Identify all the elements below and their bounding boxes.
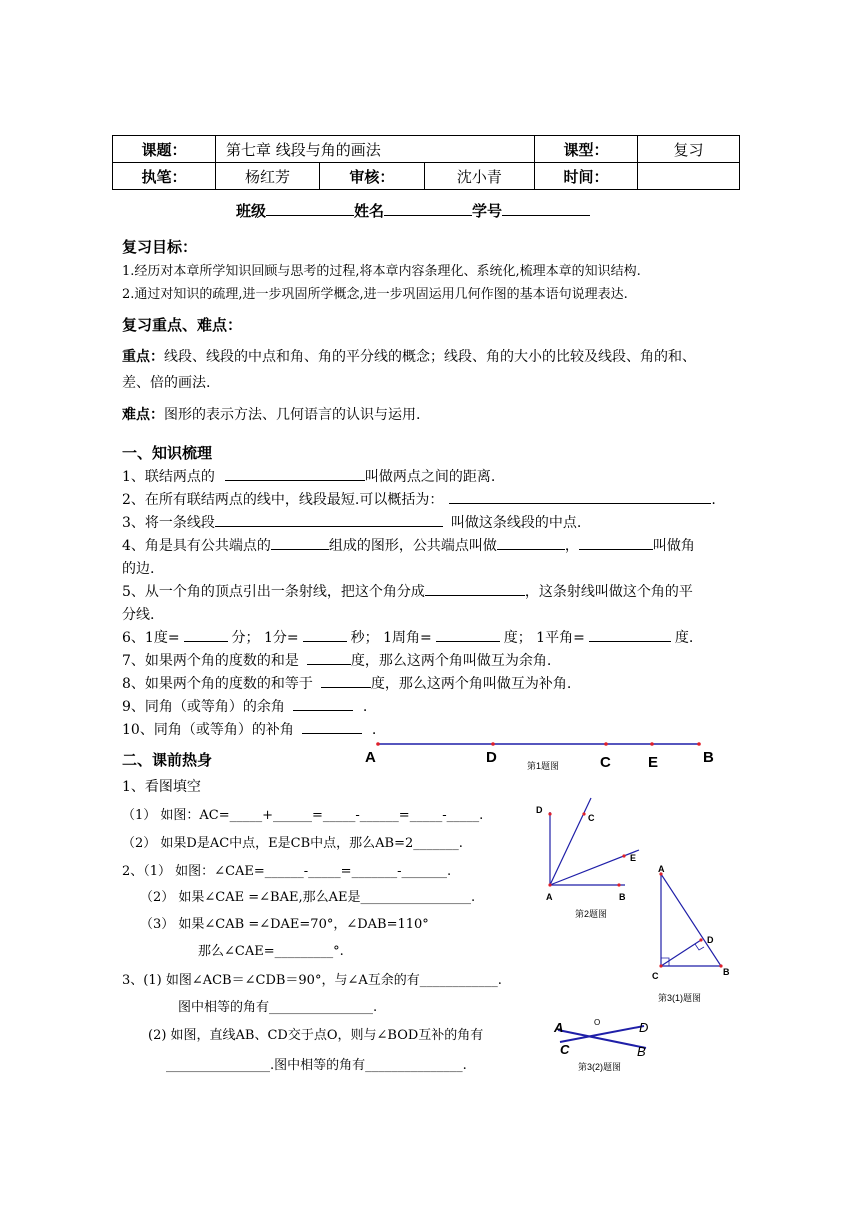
q5-blank[interactable] bbox=[425, 582, 525, 596]
label-b: B bbox=[723, 967, 730, 977]
name-label: 姓名 bbox=[354, 202, 385, 220]
label-c: C bbox=[588, 813, 595, 823]
label-a: A bbox=[546, 892, 553, 902]
q8-blank[interactable] bbox=[321, 674, 371, 688]
q9-tail: . bbox=[362, 699, 368, 715]
label-c: C bbox=[600, 754, 611, 771]
q7-blank[interactable] bbox=[307, 651, 351, 665]
point-c bbox=[604, 742, 608, 746]
point-d bbox=[491, 742, 495, 746]
p3-2: 图中相等的角有________________. bbox=[178, 1000, 378, 1015]
goal-item-2: 2.通过对知识的疏理,进一步巩固所学概念,进一步巩固运用几何作图的基本语句说理表达. bbox=[122, 287, 628, 302]
p2-1: 2、（1） 如图：∠CAE=______-_____=_______-_______. bbox=[122, 864, 452, 879]
key-text-1: 线段、线段的中点和角、角的平分线的概念；线段、角的大小的比较及线段、角的和、 bbox=[164, 349, 696, 365]
point-c bbox=[582, 812, 585, 815]
hard-text: 图形的表示方法、几何语言的认识与运用. bbox=[164, 407, 421, 423]
section1-title: 一、知识梳理 bbox=[122, 444, 213, 462]
q2 bbox=[122, 489, 716, 509]
reviewer-value: 沈小青 bbox=[424, 163, 534, 190]
number-label: 学号 bbox=[472, 202, 503, 220]
q10-blank[interactable] bbox=[302, 720, 362, 734]
q7-tail: 度，那么这两个角叫做互为余角. bbox=[350, 653, 552, 669]
q4-text-3: 叫做角 bbox=[652, 538, 695, 554]
label-e: E bbox=[648, 754, 659, 771]
class-blank[interactable] bbox=[266, 202, 354, 216]
q3-text: 3、将一条线段 bbox=[122, 515, 215, 531]
label-a: A bbox=[554, 1020, 564, 1035]
ray-ae bbox=[550, 850, 639, 885]
q6-text-1: 6、1度= bbox=[122, 630, 180, 646]
q6-text-2: 分； 1分= bbox=[231, 630, 299, 646]
q6-blank-3[interactable] bbox=[436, 628, 500, 642]
reviewer-label: 审核： bbox=[319, 163, 424, 190]
fig4-caption: 第3(2)题图 bbox=[578, 1062, 622, 1072]
key-label: 重点： bbox=[122, 349, 164, 365]
q10 bbox=[122, 719, 376, 739]
q2-tail: . bbox=[711, 492, 716, 508]
hard-label: 难点： bbox=[122, 407, 164, 423]
q6-text-5: 度. bbox=[674, 630, 694, 646]
p1: 1、看图填空 bbox=[122, 779, 201, 795]
topic-label: 课题： bbox=[113, 136, 216, 163]
q1-blank[interactable] bbox=[225, 467, 365, 481]
q8-text: 8、如果两个角的度数的和等于 bbox=[122, 676, 313, 692]
type-label: 课型： bbox=[535, 136, 638, 163]
header-table bbox=[112, 135, 740, 190]
label-a: A bbox=[658, 864, 665, 874]
goals-title: 复习目标： bbox=[122, 238, 198, 256]
fig1-caption: 第1题图 bbox=[527, 761, 560, 771]
student-line bbox=[236, 200, 590, 221]
label-b: B bbox=[619, 892, 626, 902]
q2-blank[interactable] bbox=[449, 490, 711, 504]
q6-blank-1[interactable] bbox=[184, 628, 228, 642]
q5-text: 5、从一个角的顶点引出一条射线，把这个角分成 bbox=[122, 584, 425, 600]
p1-2: （2） 如果D是AC中点，E是CB中点，那么AB=2_______. bbox=[122, 836, 463, 851]
q4-text-2: 组成的图形，公共端点叫做 bbox=[328, 538, 497, 554]
point-d bbox=[699, 938, 702, 941]
p2-3: （3） 如果∠CAB =∠DAE=70°，∠DAB=110° bbox=[140, 917, 429, 932]
right-angle-d bbox=[695, 944, 704, 950]
q8 bbox=[122, 673, 571, 693]
q9-text: 9、同角（或等角）的余角 bbox=[122, 699, 285, 715]
q6-blank-2[interactable] bbox=[303, 628, 347, 642]
q4 bbox=[122, 535, 695, 555]
label-o: O bbox=[594, 1018, 601, 1027]
q10-text: 10、同角（或等角）的补角 bbox=[122, 722, 294, 738]
label-d: D bbox=[536, 805, 543, 815]
figure-1 bbox=[360, 734, 730, 774]
q5-cont: 分线. bbox=[122, 607, 155, 623]
point-b bbox=[697, 742, 701, 746]
key-line-2: 差、倍的画法. bbox=[122, 375, 211, 391]
figure-2 bbox=[530, 790, 650, 922]
q4-blank-2[interactable] bbox=[497, 536, 565, 550]
number-blank[interactable] bbox=[502, 202, 590, 216]
q1-tail: 叫做两点之间的距离. bbox=[364, 469, 496, 485]
point-e bbox=[650, 742, 654, 746]
point-e bbox=[622, 854, 625, 857]
point-a bbox=[376, 742, 380, 746]
altitude-cd bbox=[661, 940, 701, 966]
q4-comma: ， bbox=[564, 538, 579, 554]
q3 bbox=[122, 512, 581, 532]
q8-tail: 度，那么这两个角叫做互为补角. bbox=[370, 676, 572, 692]
author-label: 执笔： bbox=[113, 163, 216, 190]
class-label: 班级 bbox=[236, 202, 267, 220]
time-value bbox=[638, 163, 740, 190]
q7 bbox=[122, 650, 551, 670]
p3-4: ________________.图中相等的角有_______________. bbox=[166, 1058, 467, 1073]
hard-line bbox=[122, 404, 420, 424]
label-c: C bbox=[652, 971, 659, 981]
author-value: 杨红芳 bbox=[216, 163, 320, 190]
q4-cont: 的边. bbox=[122, 561, 155, 577]
q3-tail: 叫做这条线段的中点. bbox=[450, 515, 582, 531]
q6 bbox=[122, 627, 693, 647]
label-e: E bbox=[630, 853, 637, 863]
p3-3: (2) 如图，直线AB、CD交于点O，则与∠BOD互补的角有 bbox=[148, 1028, 484, 1043]
point-d bbox=[548, 812, 551, 815]
q2-text: 2、在所有联结两点的线中，线段最短.可以概括为： bbox=[122, 492, 444, 508]
q4-blank-1[interactable] bbox=[271, 536, 329, 550]
q5 bbox=[122, 581, 693, 601]
q3-blank[interactable] bbox=[215, 513, 443, 527]
time-label: 时间： bbox=[535, 163, 638, 190]
figure-3-1 bbox=[648, 862, 740, 1010]
q4-text: 4、角是具有公共端点的 bbox=[122, 538, 271, 554]
q9-blank[interactable] bbox=[293, 697, 353, 711]
q6-text-3: 秒； 1周角= bbox=[350, 630, 432, 646]
topic-value: 第七章 线段与角的画法 bbox=[216, 136, 535, 163]
ray-ac bbox=[550, 798, 591, 885]
keypoints-title: 复习重点、难点： bbox=[122, 316, 243, 334]
fig2-caption: 第2题图 bbox=[575, 909, 608, 919]
key-line-1 bbox=[122, 346, 696, 366]
label-d: D bbox=[707, 935, 714, 945]
q1-text: 1、联结两点的 bbox=[122, 469, 215, 485]
point-b bbox=[617, 883, 620, 886]
label-b: B bbox=[637, 1044, 646, 1059]
q4-blank-3[interactable] bbox=[579, 536, 653, 550]
label-b: B bbox=[703, 749, 714, 766]
figure-3-2 bbox=[550, 1016, 660, 1072]
name-blank[interactable] bbox=[384, 202, 472, 216]
type-value: 复习 bbox=[638, 136, 740, 163]
label-a: A bbox=[365, 749, 376, 766]
fig3-caption: 第3(1)题图 bbox=[658, 993, 702, 1003]
q6-text-4: 度； 1平角= bbox=[503, 630, 585, 646]
label-d: D bbox=[486, 749, 497, 766]
goal-item-1: 1.经历对本章所学知识回顾与思考的过程,将本章内容条理化、系统化,梳理本章的知识结构. bbox=[122, 264, 641, 279]
section2-title: 二、课前热身 bbox=[122, 751, 213, 769]
label-d: D bbox=[639, 1020, 649, 1035]
q6-blank-4[interactable] bbox=[589, 628, 671, 642]
point-c bbox=[659, 964, 662, 967]
q10-tail: . bbox=[371, 722, 377, 738]
label-c: C bbox=[560, 1042, 570, 1057]
q7-text: 7、如果两个角的度数的和是 bbox=[122, 653, 299, 669]
p2-2: （2） 如果∠CAE =∠BAE,那么AE是_________________. bbox=[140, 890, 476, 905]
q5-text-2: ，这条射线叫做这个角的平 bbox=[524, 584, 693, 600]
triangle-acb bbox=[661, 874, 721, 966]
p2-4: 那么∠CAE=_________°. bbox=[198, 944, 344, 959]
q1 bbox=[122, 466, 495, 486]
p1-1: （1） 如图：AC=_____+______=_____-______=_____-_____. bbox=[122, 808, 484, 823]
p3-1: 3、(1) 如图∠ACB＝∠CDB＝90°，与∠A互余的有____________. bbox=[122, 973, 502, 988]
point-a bbox=[548, 883, 551, 886]
q9 bbox=[122, 696, 367, 716]
